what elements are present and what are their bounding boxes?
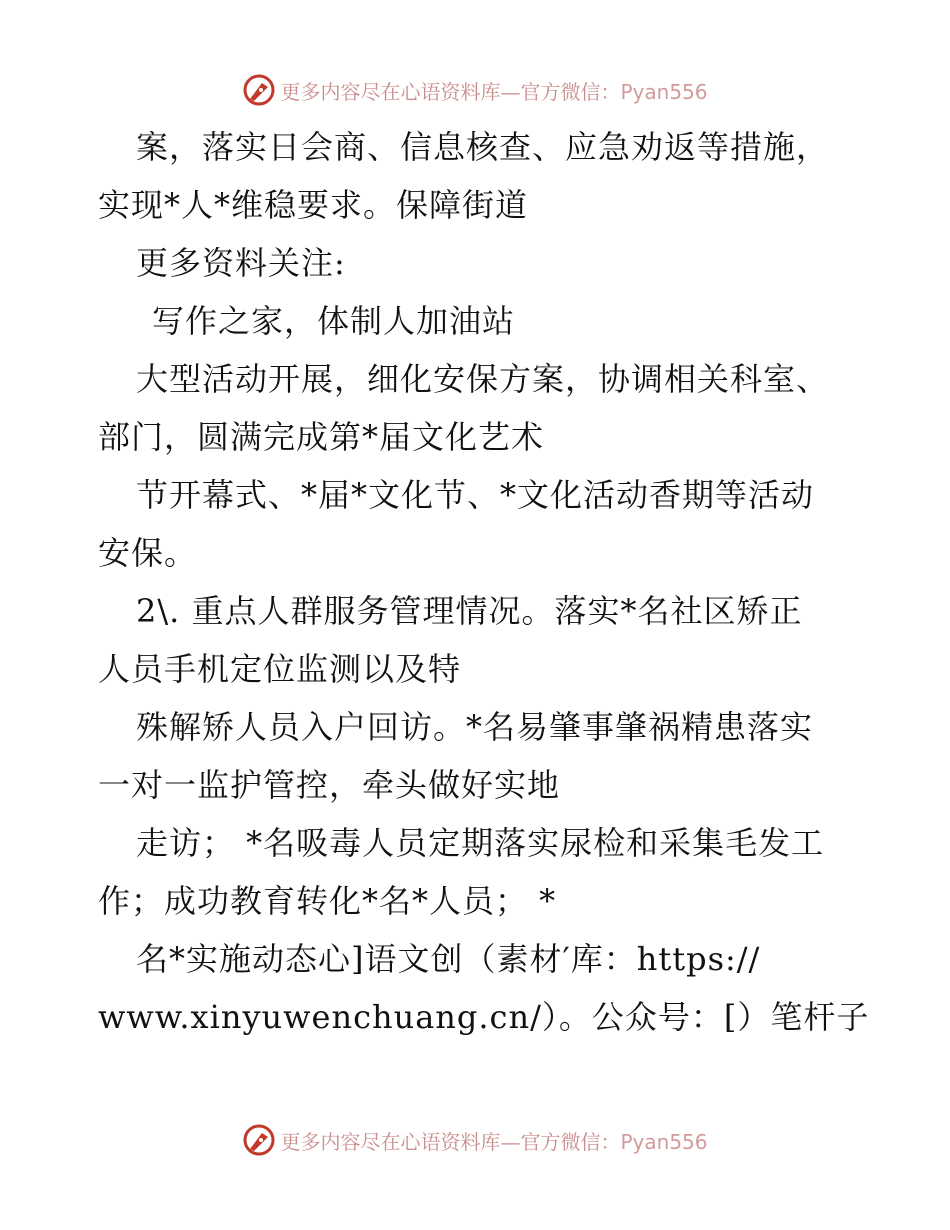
body-line: 节开幕式、*届*文化节、*文化活动香期等活动 [136,476,815,514]
pen-nib-logo-icon [242,73,276,107]
body-line: 案，落实日会商、信息核查、应急劝返等措施， [136,128,830,166]
footer-wechat-id: Pyan556 [620,1129,708,1154]
document-body [98,118,870,1046]
header-wechat-id: Pyan556 [620,79,708,104]
body-line: 走访； *名吸毒人员定期落实尿检和采集毛发工 [136,824,825,862]
body-line: 殊解矫人员入户回访。*名易肇事肇祸精患落实 [136,708,814,746]
body-line: 一对一监护管控，牵头做好实地 [98,766,561,804]
body-line: 2\. 重点人群服务管理情况。落实*名社区矫正 [136,592,803,630]
header-watermark-banner [0,68,950,112]
header-watermark-text: 更多内容尽在心语资料库—官方微信：Pyan556 [280,79,708,104]
body-line: 部门，圆满完成第*届文化艺术 [98,418,545,456]
body-line: 人员手机定位监测以及特 [98,650,462,688]
body-line: 作；成功教育转化*名*人员； * [98,882,557,920]
body-line: 写作之家，体制人加油站 [152,302,516,340]
pen-nib-logo-icon [242,1123,276,1157]
body-line: 更多资料关注: [136,244,346,282]
body-line: 大型活动开展，细化安保方案，协调相关科室、 [136,360,830,398]
body-line: 安保。 [98,534,198,572]
footer-watermark-text: 更多内容尽在心语资料库—官方微信：Pyan556 [280,1129,708,1154]
body-line: www.xinyuwenchuang.cn/）。公众号：[）笔杆子 [98,998,870,1036]
body-line: 名*实施动态心]语文创（素材′库：https:// [136,940,761,978]
footer-watermark-banner [0,1118,950,1162]
body-line: 实现*人*维稳要求。保障街道 [98,186,529,224]
